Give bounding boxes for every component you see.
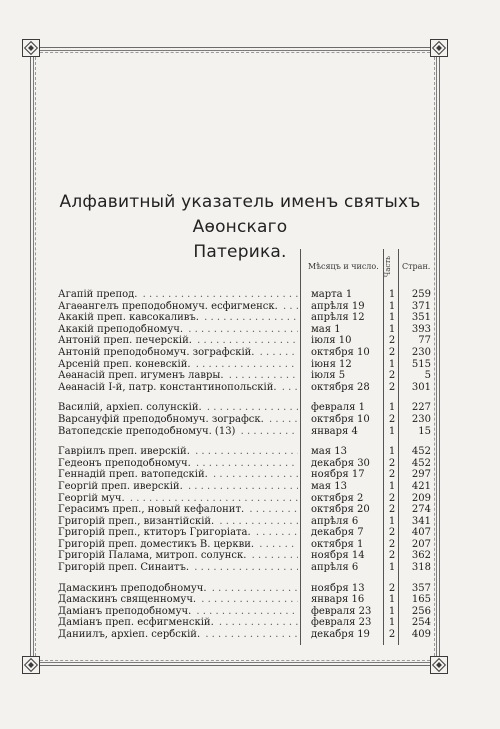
table-row [58,504,438,516]
table-row [58,382,438,394]
table-row [58,594,438,606]
table-row [58,359,438,371]
saint-name-text: Григорiй преп. доместикъ В. церкви. [58,538,255,550]
saint-name-text: Агаѳангелъ преподобномуч. есфигменск. [58,300,278,312]
page-number: 393 [411,323,431,335]
table-row [58,583,438,595]
saint-name [58,324,298,336]
title-line-2: Патерика. [193,242,287,262]
corner-ornament-icon [22,656,40,674]
corner-ornament-icon [430,39,448,57]
feast-date: декабря 30 [311,457,370,469]
part-number: 2 [388,469,396,481]
saint-name [58,402,298,414]
part-number: 1 [388,446,396,458]
page-number: 351 [411,312,431,324]
feast-date: октября 10 [311,346,370,358]
saint-name-text: Аѳанасiй преп. игуменъ лавры. [58,370,224,382]
saint-name-text: Даниилъ, архiеп. сербскiй. [58,629,201,641]
feast-date: ноября 14 [311,550,365,562]
page-number: 297 [411,469,431,481]
corner-ornament-icon [430,656,448,674]
table-row [58,458,438,470]
table-row [58,481,438,493]
page-number: 227 [411,402,431,414]
table-row [58,606,438,618]
saint-name-text: Антонiй преп. печерскiй. [58,335,192,347]
feast-date: iюля 5 [311,370,346,382]
table-row [58,426,438,438]
feast-date: марта 1 [311,289,353,300]
part-number: 1 [388,594,396,606]
feast-date: января 4 [311,425,358,437]
page-number: 318 [411,562,431,574]
table-row [58,550,438,562]
table-row [58,289,438,301]
saint-name [58,583,298,595]
feast-date: ноября 13 [311,582,365,594]
table-row [58,539,438,551]
page-number: 165 [411,594,431,606]
table-row [58,335,438,347]
saint-name [58,516,298,528]
saint-name-text: Варсануфiй преподобномуч. зографск. [58,413,264,425]
page-number: 209 [411,492,431,504]
table-row [58,562,438,574]
feast-date: апрѣля 6 [311,562,359,574]
saint-name [58,289,298,301]
feast-date: ноября 17 [311,469,365,481]
saint-name [58,359,298,371]
page-number: 230 [411,413,431,425]
feast-date: февраля 23 [311,605,372,617]
part-number: 2 [388,346,396,358]
saint-name-text: Геннадiй преп. ватопедскiй. [58,469,208,481]
page-number: 341 [411,515,431,527]
index-table [58,289,438,650]
feast-date: октября 10 [311,413,370,425]
saint-name-text: Акакiй преп. кавсокаливъ. [58,312,199,324]
saint-name [58,562,298,574]
table-row [58,301,438,313]
feast-date: апрѣля 12 [311,312,365,324]
page-number: 409 [411,629,431,641]
saint-name-text: Гаврiилъ преп. иверскiй. [58,446,190,458]
page-number: 407 [411,527,431,539]
header-page: Стран. [402,262,431,271]
corner-ornament-icon [22,39,40,57]
saint-name [58,493,298,505]
page-number: 259 [411,289,431,300]
feast-date: января 16 [311,594,365,606]
part-number: 1 [388,480,396,492]
table-row [58,469,438,481]
part-number: 2 [388,504,396,516]
saint-name-text: Григорiй преп., византiйскiй. [58,515,215,527]
saint-name-text: Григорiй преп., ктиторъ Григорiата. [58,527,251,539]
saint-name [58,301,298,313]
saint-name [58,469,298,481]
letter-group [58,289,438,393]
saint-name-text: Аѳанасiй I-й, патр. константинопольскiй. [58,381,277,393]
table-row [58,402,438,414]
page-number: 362 [411,550,431,562]
feast-date: апрѣля 19 [311,300,365,312]
page-number: 207 [411,538,431,550]
saint-name-text: Арсенiй преп. коневскiй. [58,358,191,370]
saint-name [58,347,298,359]
saint-name [58,527,298,539]
feast-date: октября 28 [311,381,370,393]
part-number: 1 [388,617,396,629]
title-line-1: Алфавитный указатель именъ святыхъ Аѳонскаго [59,192,421,237]
part-number: 2 [388,492,396,504]
letter-group [58,446,438,574]
part-number: 1 [388,515,396,527]
letter-group [58,402,438,437]
saint-name [58,629,298,641]
part-number: 1 [388,300,396,312]
saint-name [58,426,298,438]
feast-date: мая 13 [311,480,347,492]
table-row [58,446,438,458]
saint-name [58,382,298,394]
part-number: 2 [388,413,396,425]
saint-name-text: Гедеонъ преподобномуч. [58,457,191,469]
part-number: 1 [388,312,396,324]
part-number: 2 [388,457,396,469]
saint-name [58,539,298,551]
saint-name [58,617,298,629]
saint-name [58,312,298,324]
table-row [58,370,438,382]
page-number: 301 [411,381,431,393]
page-number: 5 [424,370,431,382]
header-part: Часть [384,256,392,278]
feast-date: февраля 23 [311,617,372,629]
saint-name [58,594,298,606]
header-month: Мѣсяцъ и число. [308,262,379,271]
saint-name [58,335,298,347]
saint-name-text: Георгiй муч. [58,492,125,504]
feast-date: октября 2 [311,492,364,504]
table-row [58,414,438,426]
page-number: 515 [411,358,431,370]
page-number: 254 [411,617,431,629]
table-row [58,617,438,629]
part-number: 2 [388,381,396,393]
feast-date: апрѣля 6 [311,515,359,527]
saint-name-text: Ватопедскiе преподобномуч. (13) [58,425,236,437]
page-number: 77 [418,335,431,347]
part-number: 1 [388,289,396,300]
part-number: 2 [388,527,396,539]
table-row [58,527,438,539]
saint-name-text: Агапiй препод. [58,289,138,300]
table-row [58,347,438,359]
table-row [58,324,438,336]
feast-date: мая 1 [311,323,341,335]
page-number: 371 [411,300,431,312]
saint-name-text: Григорiй преп. Синаитъ. [58,562,190,574]
page-number: 274 [411,504,431,516]
table-row [58,516,438,528]
part-number: 1 [388,402,396,414]
saint-name-text: Георгiй преп. иверскiй. [58,480,183,492]
saint-name [58,370,298,382]
feast-date: декабря 19 [311,629,370,641]
saint-name-text: Дамаскинъ священномуч. [58,594,197,606]
page-number: 15 [418,425,431,437]
page-number: 421 [411,480,431,492]
saint-name [58,458,298,470]
saint-name-text: Дамiанъ преп. есфигменскiй. [58,617,214,629]
part-number: 1 [388,605,396,617]
table-row [58,312,438,324]
saint-name [58,414,298,426]
saint-name-text: Дамiанъ преподобномуч. [58,605,192,617]
feast-date: iюля 10 [311,335,352,347]
saint-name-text: Герасимъ преп., новый кефалонит. [58,504,245,516]
feast-date: февраля 1 [311,402,365,414]
saint-name [58,504,298,516]
saint-name [58,446,298,458]
column-headers [300,254,433,284]
saint-name [58,550,298,562]
part-number: 1 [388,562,396,574]
saint-name [58,481,298,493]
feast-date: октября 20 [311,504,370,516]
part-number: 1 [388,358,396,370]
page-number: 230 [411,346,431,358]
part-number: 2 [388,370,396,382]
saint-name-text: Дамаскинъ преподобномуч. [58,582,207,594]
saint-name-text: Григорiй Палама, митроп. солунск. [58,550,247,562]
page-number: 452 [411,446,431,458]
letter-group [58,583,438,641]
feast-date: декабря 7 [311,527,364,539]
feast-date: октября 1 [311,538,364,550]
page-number: 256 [411,605,431,617]
page-number: 452 [411,457,431,469]
part-number: 2 [388,582,396,594]
part-number: 1 [388,323,396,335]
feast-date: мая 13 [311,446,347,458]
feast-date: iюня 12 [311,358,352,370]
part-number: 2 [388,550,396,562]
part-number: 1 [388,425,396,437]
part-number: 2 [388,335,396,347]
saint-name-text: Василiй, архiеп. солунскiй. [58,402,202,414]
page-number: 357 [411,582,431,594]
saint-name-text: Акакiй преподобномуч. [58,323,184,335]
table-row [58,493,438,505]
part-number: 2 [388,538,396,550]
table-row [58,629,438,641]
part-number: 2 [388,629,396,641]
saint-name [58,606,298,618]
saint-name-text: Антонiй преподобномуч. зографскiй. [58,346,255,358]
